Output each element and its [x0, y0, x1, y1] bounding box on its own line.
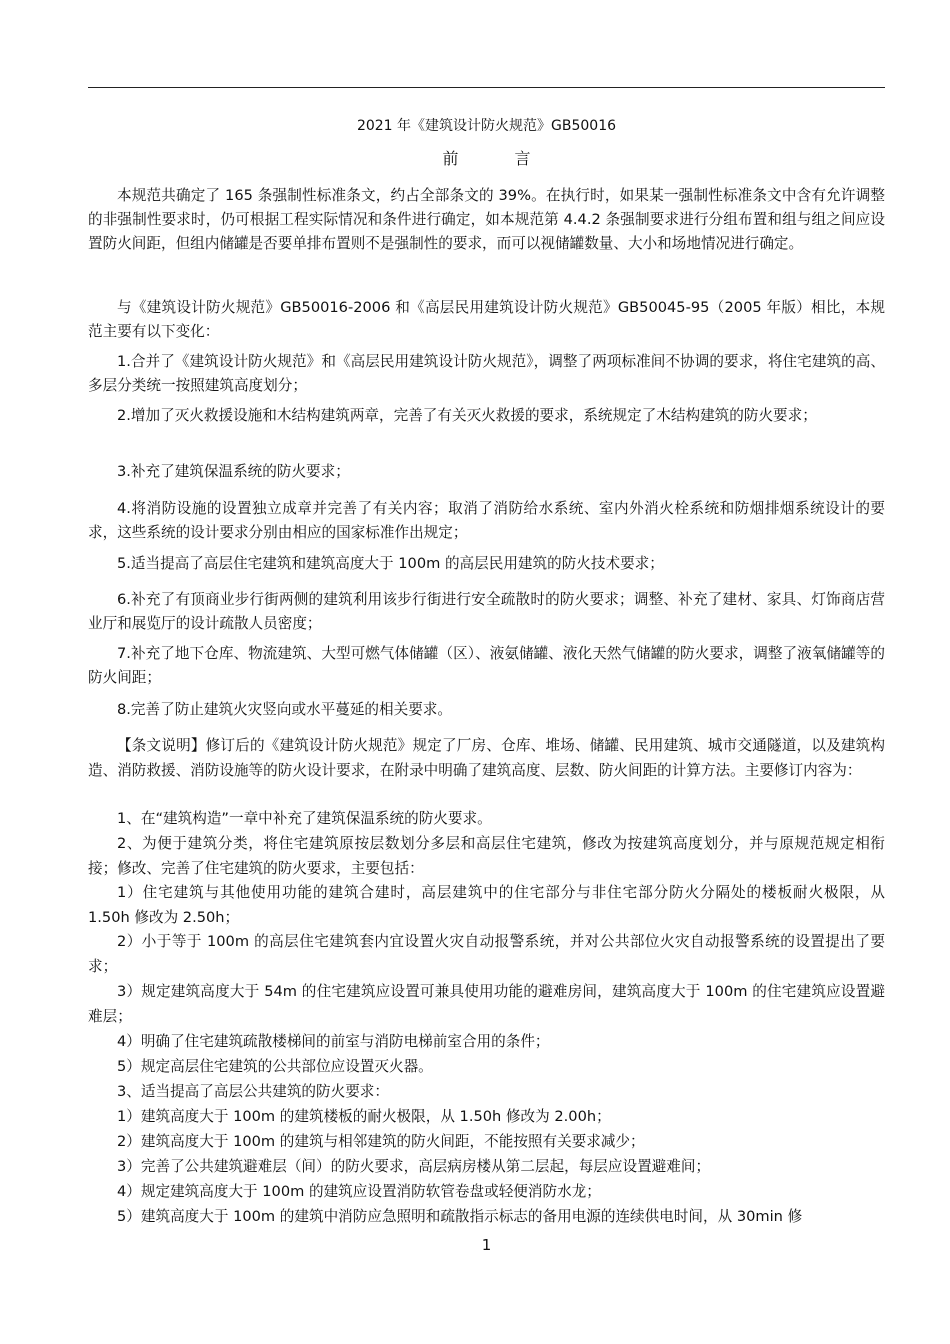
explanation-subitem-2-1: 1）住宅建筑与其他使用功能的建筑合建时，高层建筑中的住宅部分与非住宅部分防火分隔处的楼板耐火极限，从 1.50h 修改为 2.50h； [88, 884, 885, 926]
explanation-item-3: 3、适当提高了高层公共建筑的防火要求： [117, 1083, 389, 1100]
explanation-subitem-2-5: 5）规定高层住宅建筑的公共部位应设置灭火器。 [117, 1058, 433, 1075]
document-title: 2021 年《建筑设计防火规范》GB50016 [356, 118, 617, 134]
header-rule [88, 87, 885, 88]
change-item-5: 5.适当提高了高层住宅建筑和建筑高度大于 100m 的高层民用建筑的防火技术要求； [117, 555, 664, 572]
explanation-subitem-3-3: 3）完善了公共建筑避难层（间）的防火要求，高层病房楼从第二层起，每层应设置避难间； [117, 1158, 711, 1175]
explanation-subitem-2-3: 3）规定建筑高度大于 54m 的住宅建筑应设置可兼具使用功能的避难房间，建筑高度大于 100m 的住宅建筑应设置避难层； [88, 983, 885, 1025]
explanation-subitem-3-2: 2）建筑高度大于 100m 的建筑与相邻建筑的防火间距，不能按照有关要求减少； [117, 1133, 645, 1150]
explanation-item-1: 1、在“建筑构造”一章中补充了建筑保温系统的防火要求。 [117, 810, 492, 827]
explanation-item-2: 2、为便于建筑分类，将住宅建筑原按层数划分多层和高层住宅建筑，修改为按建筑高度划分，并与原规范规定相衔接；修改、完善了住宅建筑的防火要求，主要包括： [88, 835, 885, 877]
change-item-2: 2.增加了灭火救援设施和木结构建筑两章，完善了有关灭火救援的要求，系统规定了木结构建筑的防火要求； [117, 407, 817, 424]
change-item-1: 1.合并了《建筑设计防火规范》和《高层民用建筑设计防火规范》，调整了两项标准间不协调的要求，将住宅建筑的高、多层分类统一按照建筑高度划分； [88, 353, 885, 394]
explanation-subitem-2-4: 4）明确了住宅建筑疏散楼梯间的前室与消防电梯前室合用的条件； [117, 1033, 550, 1050]
explanation-subitem-3-1: 1）建筑高度大于 100m 的建筑楼板的耐火极限，从 1.50h 修改为 2.00h； [117, 1108, 611, 1125]
change-item-6: 6.补充了有顶商业步行街两侧的建筑利用该步行街进行安全疏散时的防火要求；调整、补充了建材、家具、灯饰商店营业厅和展览厅的设计疏散人员密度； [88, 591, 885, 632]
preface-paragraph-scope: 本规范共确定了 165 条强制性标准条文，约占全部条文的 39%。在执行时，如果某一强制性标准条文中含有允许调整的非强制性要求时，仍可根据工程实际情况和条件进行确定，如本规范第 4.4.2 条强制要求进行分组布置和组与组之间应设置防火间距，但组内储罐是否要单排布置则不是强制性的要求，而可以视储罐数量、大小和场地情况进行确定。 [88, 187, 885, 252]
preface-paragraph-comparison: 与《建筑设计防火规范》GB50016-2006 和《高层民用建筑设计防火规范》GB50045-95（2005 年版）相比，本规范主要有以下变化： [88, 299, 885, 340]
change-item-7: 7.补充了地下仓库、物流建筑、大型可燃气体储罐（区）、液氨储罐、液化天然气储罐的防火要求，调整了液氧储罐等的防火间距； [88, 645, 885, 686]
change-item-4: 4.将消防设施的设置独立成章并完善了有关内容；取消了消防给水系统、室内外消火栓系统和防烟排烟系统设计的要求，这些系统的设计要求分别由相应的国家标准作出规定； [88, 500, 885, 541]
page-number: 1 [481, 1236, 492, 1254]
explanation-subitem-3-4: 4）规定建筑高度大于 100m 的建筑应设置消防软管卷盘或轻便消防水龙； [117, 1183, 601, 1200]
change-item-3: 3.补充了建筑保温系统的防火要求； [117, 463, 350, 480]
explanation-subitem-2-2: 2）小于等于 100m 的高层住宅建筑套内宜设置火灾自动报警系统，并对公共部位火灾自动报警系统的设置提出了要求； [88, 933, 885, 975]
explanation-intro: 【条文说明】修订后的《建筑设计防火规范》规定了厂房、仓库、堆场、储罐、民用建筑、城市交通隧道，以及建筑构造、消防救援、消防设施等的防火设计要求，在附录中明确了建筑高度、层数、防火间距的计算方法。主要修订内容为： [88, 737, 885, 779]
change-item-8: 8.完善了防止建筑火灾竖向或水平蔓延的相关要求。 [117, 701, 452, 718]
explanation-subitem-3-5: 5）建筑高度大于 100m 的建筑中消防应急照明和疏散指示标志的备用电源的连续供电时间，从 30min 修 [117, 1208, 803, 1225]
preface-heading: 前言 [442, 149, 587, 168]
